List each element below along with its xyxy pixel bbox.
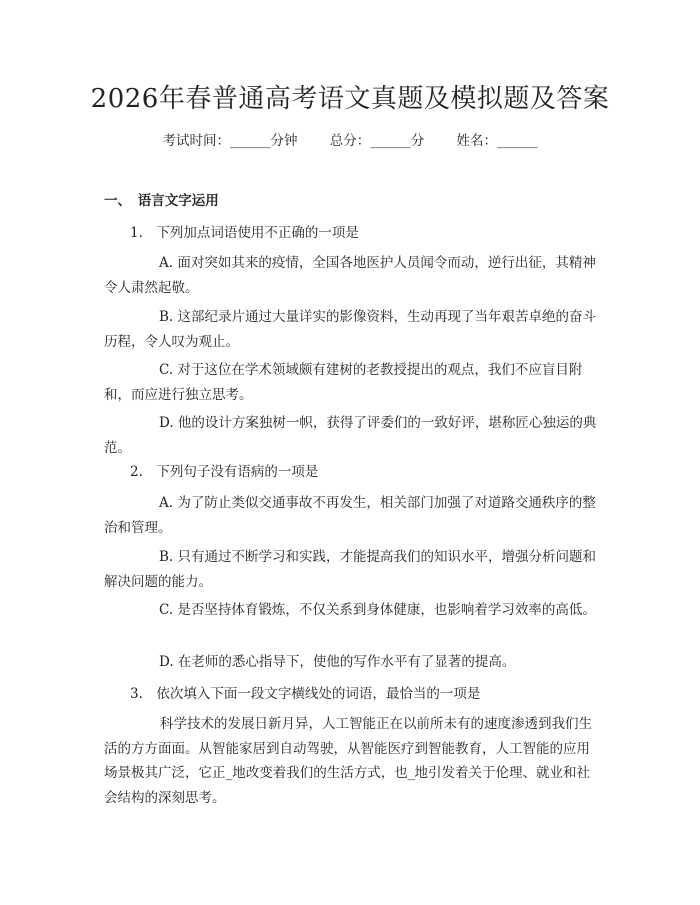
question-1-option-d: D. 他的设计方案独树一帜，获得了评委们的一致好评，堪称匠心独运的典范。 — [104, 415, 597, 456]
question-3-stem: 3. 依次填入下面一段文字横线处的词语，最恰当的一项是 — [130, 686, 481, 702]
question-1-stem: 1. 下列加点词语使用不正确的一项是 — [130, 225, 359, 241]
question-2-option-c: C. 是否坚持体育锻炼，不仅关系到身体健康，也影响着学习效率的高低。 — [159, 602, 596, 618]
exam-time-field: 考试时间：______分钟 — [162, 133, 298, 149]
question-1-option-b: B. 这部纪录片通过大量详实的影像资料，生动再现了当年艰苦卓绝的奋斗历程，令人叹为观止。 — [104, 309, 597, 350]
question-2-stem: 2. 下列句子没有语病的一项是 — [130, 464, 319, 480]
student-name-field: 姓名：______ — [456, 133, 538, 149]
page-title: 2026年春普通高考语文真题及模拟题及答案 — [90, 84, 610, 114]
question-1-option-c: C. 对于这位在学术领域颇有建树的老教授提出的观点，我们不应盲目附和，而应进行独立思考。 — [104, 362, 583, 403]
question-3-passage: 科学技术的发展日新月异，人工智能正在以前所未有的速度渗透到我们生活的方方面面。从智能家居到自动驾驶，从智能医疗到智能教育，人工智能的应用场景极其广泛，它正_地改变着我们的生活方式，也_地引发着关于伦理、就业和社会结构的深刻思考。 — [104, 716, 592, 806]
question-2-option-b: B. 只有通过不断学习和实践，才能提高我们的知识水平，增强分析问题和解决问题的能力。 — [104, 549, 597, 590]
section-heading: 一、 语言文字运用 — [104, 193, 219, 209]
total-score-field: 总分：______分 — [329, 133, 425, 149]
exam-info-line — [0, 131, 700, 151]
question-2-option-a: A. 为了防止类似交通事故不再发生，相关部门加强了对道路交通秩序的整治和管理。 — [104, 495, 596, 536]
question-1-option-a: A. 面对突如其来的疫情，全国各地医护人员闻令而动，逆行出征，其精神令人肃然起敬。 — [104, 255, 596, 296]
question-2-option-d: D. 在老师的悉心指导下，使他的写作水平有了显著的提高。 — [159, 654, 516, 670]
